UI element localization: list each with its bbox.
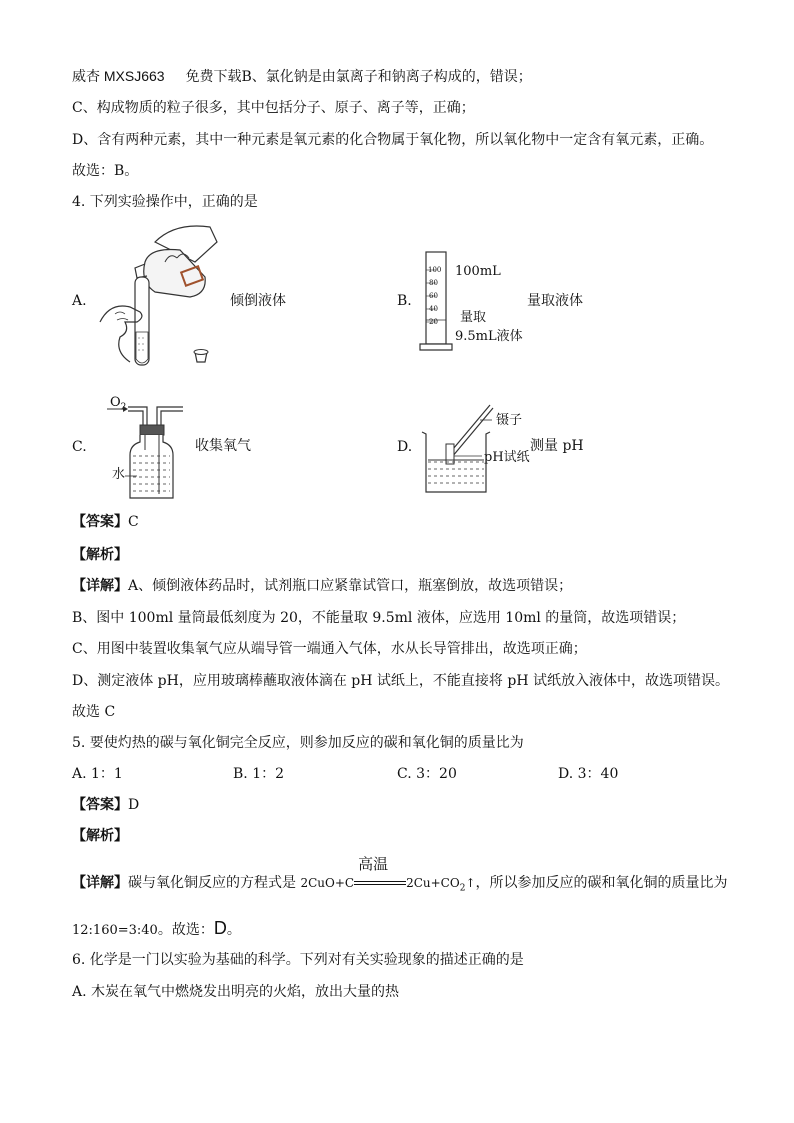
text-line-4: 故选：B。 <box>72 163 139 179</box>
q4-option-b-caption: 量取液体 <box>527 293 583 309</box>
tick-40: 40 <box>429 305 438 313</box>
q4-detail-a: 【详解】A、倾倒液体药品时，试剂瓶口应紧靠试管口，瓶塞倒放，故选项错误； <box>72 578 573 594</box>
reaction-condition: 高温 <box>358 854 389 873</box>
tick-100: 100 <box>428 266 442 274</box>
q4-option-a-caption: 倾倒液体 <box>230 293 286 309</box>
q6-option-a: A. 木炭在氧气中燃烧发出明亮的火焰，放出大量的热 <box>72 984 400 1000</box>
q5-ratio-line: 12:160=3:40。故选：D。 <box>72 918 241 938</box>
text-line-1 <box>72 66 532 87</box>
chemical-equation: 2CuO+C 高温 $2Cu+CO_2↑$ <box>300 854 476 894</box>
pour-liquid-figure <box>95 222 225 372</box>
q4-detail-b: B、图中 100ml 量筒最低刻度为 20，不能量取 9.5ml 液体，应选用 10ml 的量筒，故选项错误； <box>72 610 686 626</box>
q4-option-d-letter: D. <box>397 439 413 455</box>
q5-stem: 5. 要使灼热的碳与氧化铜完全反应，则参加反应的碳和氧化铜的质量比为 <box>72 735 524 751</box>
q4-option-b-letter: B. <box>397 293 412 309</box>
tweezers-label: 镊子 <box>496 413 523 428</box>
watermark-text: 威杏 MXSJ663 <box>72 68 165 84</box>
q5-answer-value: D <box>128 797 140 813</box>
q4-detail-c: C、用图中装置收集氧气应从端导管一端通入气体，水从长导管排出，故选项正确； <box>72 641 587 657</box>
cylinder-read-label-1: 量取 <box>460 310 487 325</box>
q4-stem: 4. 下列实验操作中，正确的是 <box>72 194 258 210</box>
q4-option-a-letter: A. <box>72 293 87 309</box>
cylinder-read-label-2: 9.5mL液体 <box>455 329 523 344</box>
q5-option-d: D. 3：40 <box>558 766 619 782</box>
q5-option-b: B. 1：2 <box>233 766 285 782</box>
q4-option-c-letter: C. <box>72 439 87 455</box>
q6-stem: 6. 化学是一门以实验为基础的科学。下列对有关实验现象的描述正确的是 <box>72 952 524 968</box>
q4-analysis-tag: 【解析】 <box>72 547 128 563</box>
water-label: 水 <box>112 467 126 482</box>
q5-answer-line <box>72 795 139 815</box>
q5-answer-tag: 【答案】 <box>72 797 128 813</box>
q5-detail-line: 【详解】碳与氧化铜反应的方程式是 2CuO+C 高温 $2Cu+CO_2↑$，所以参加反应的碳和氧化铜的质量比为 <box>72 854 728 894</box>
ph-measure-figure <box>418 400 498 495</box>
q5-detail-tag: 【详解】 <box>72 875 128 891</box>
q4-detail-tag: 【详解】 <box>72 578 128 594</box>
q4-choose: 故选 C <box>72 704 116 720</box>
q4-answer-value: C <box>128 514 139 530</box>
text-line-2: C、构成物质的粒子很多，其中包括分子、原子、离子等，正确； <box>72 100 475 116</box>
ph-paper-label: pH试纸 <box>484 450 530 465</box>
q5-option-c: C. 3：20 <box>397 766 457 782</box>
text-line-3: D、含有两种元素，其中一种元素是氧元素的化合物属于氧化物，所以氧化物中一定含有氧元素，正确。 <box>72 132 714 148</box>
q5-option-a: A. 1：1 <box>72 766 123 782</box>
q4-option-d-caption: 测量 pH <box>530 438 584 454</box>
q4-answer-line <box>72 512 139 532</box>
tick-20: 20 <box>429 318 438 326</box>
line-1-text: 免费下载B、氯化钠是由氯离子和钠离子构成的，错误； <box>185 69 532 85</box>
q4-detail-d: D、测定液体 pH，应用玻璃棒蘸取液体滴在 pH 试纸上，不能直接将 pH 试纸放入液体中，故选项错误。 <box>72 673 729 689</box>
q4-option-c-caption: 收集氧气 <box>195 438 251 454</box>
cylinder-capacity-label: 100mL <box>455 264 501 279</box>
q4-answer-tag: 【答案】 <box>72 514 128 530</box>
q5-analysis-tag: 【解析】 <box>72 828 128 844</box>
gas-o2-label: $O_2$ <box>110 395 127 413</box>
tick-60: 60 <box>429 292 438 300</box>
tick-80: 80 <box>429 279 438 287</box>
